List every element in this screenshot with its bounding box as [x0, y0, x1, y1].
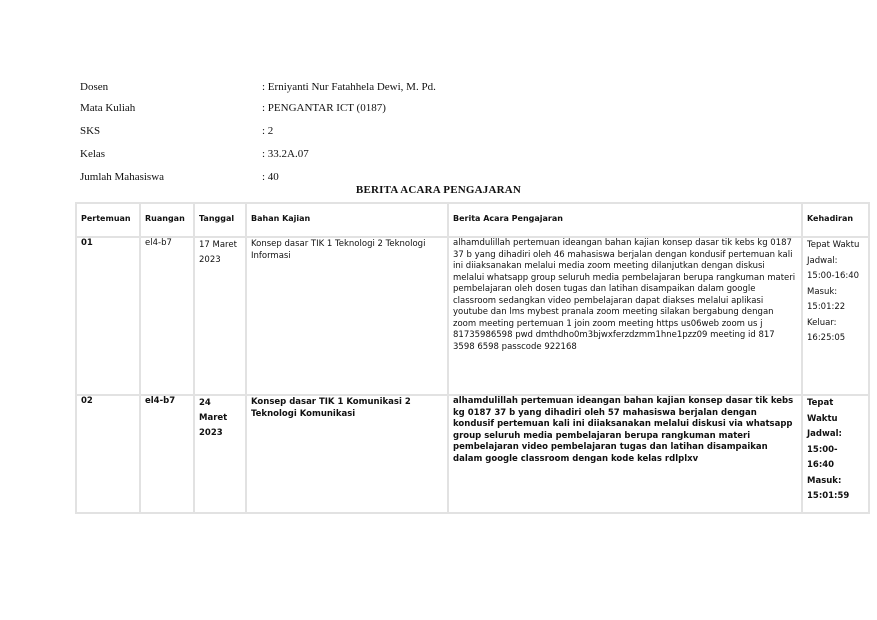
- table-header-row: [76, 203, 869, 237]
- course-value: : PENGANTAR ICT (0187): [262, 102, 386, 114]
- attendance-cell: Tepat Waktu Jadwal: 15:00-16:40 Masuk: 15:01:59: [802, 395, 869, 513]
- room-cell: el4-b7: [140, 395, 194, 513]
- topic-cell: Konsep dasar TIK 1 Teknologi 2 Teknologi Informasi: [246, 237, 448, 395]
- report-cell: alhamdulillah pertemuan ideangan bahan kajian konsep dasar tik kebs kg 0187 37 b yang dihadiri oleh 46 mahasiswa berjalan dengan kondusif pertemuan kali ini diiaksanakan melalui media zoom meeting dilanjutkan dengan diskusi melalui whatsapp group seluruh media pembelajaran berupa rangkuman materi pembelajaran oleh dosen tugas dan latihan disampaikan dalam google classroom sedangkan video pembelajaran dapat diakses melalui aplikasi youtube dan lms mybest pranala zoom meeting silakan bergabung dengan zoom meeting pertemuan 1 join zoom meeting https us06web zoom us j 81735986598 pwd dmthdho0m3bjwxferzdzmm1hne1pzz09 meeting id 817 3598 6598 passcode 922168: [448, 237, 802, 395]
- class-label: Kelas: [80, 148, 106, 160]
- topic-cell: Konsep dasar TIK 1 Komunikasi 2 Teknologi Komunikasi: [246, 395, 448, 513]
- document-title: BERITA ACARA PENGAJARAN: [355, 184, 522, 196]
- meeting-number: 01: [76, 237, 140, 395]
- sks-value: : 2: [262, 125, 274, 137]
- column-header-report: Berita Acara Pengajaran: [448, 203, 802, 237]
- column-header-date: Tanggal: [194, 203, 246, 237]
- date-cell: 24 Maret 2023: [194, 395, 246, 513]
- attendance-cell: Tepat Waktu Jadwal: 15:00-16:40 Masuk: 15:01:22 Keluar: 16:25:05: [802, 237, 869, 395]
- course-label: Mata Kuliah: [80, 102, 136, 114]
- date-cell: 17 Maret 2023: [194, 237, 246, 395]
- lecturer-value: : Erniyanti Nur Fatahhela Dewi, M. Pd.: [262, 81, 436, 93]
- column-header-room: Ruangan: [140, 203, 194, 237]
- report-cell: alhamdulillah pertemuan ideangan bahan kajian konsep dasar tik kebs kg 0187 37 b yang dihadiri oleh 57 mahasiswa berjalan dengan kondusif pertemuan kali ini diiaksanakan melalui diskusi via whatsapp group seluruh media pembelajaran berupa rangkuman materi pembelajaran video pembelajaran tugas dan latihan disampaikan dalam google classroom dengan kode kelas rdlplxv: [448, 395, 802, 513]
- students-value: : 40: [262, 171, 279, 183]
- table-row: [76, 237, 869, 395]
- room-cell: el4-b7: [140, 237, 194, 395]
- teaching-report-table: [75, 202, 870, 514]
- meeting-number: 02: [76, 395, 140, 513]
- column-header-attendance: Kehadiran: [802, 203, 869, 237]
- column-header-topic: Bahan Kajian: [246, 203, 448, 237]
- column-header-meeting: Pertemuan: [76, 203, 140, 237]
- sks-label: SKS: [80, 125, 101, 137]
- class-value: : 33.2A.07: [262, 148, 309, 160]
- table-row: [76, 395, 869, 513]
- lecturer-label: Dosen: [80, 81, 109, 93]
- students-label: Jumlah Mahasiswa: [80, 171, 165, 183]
